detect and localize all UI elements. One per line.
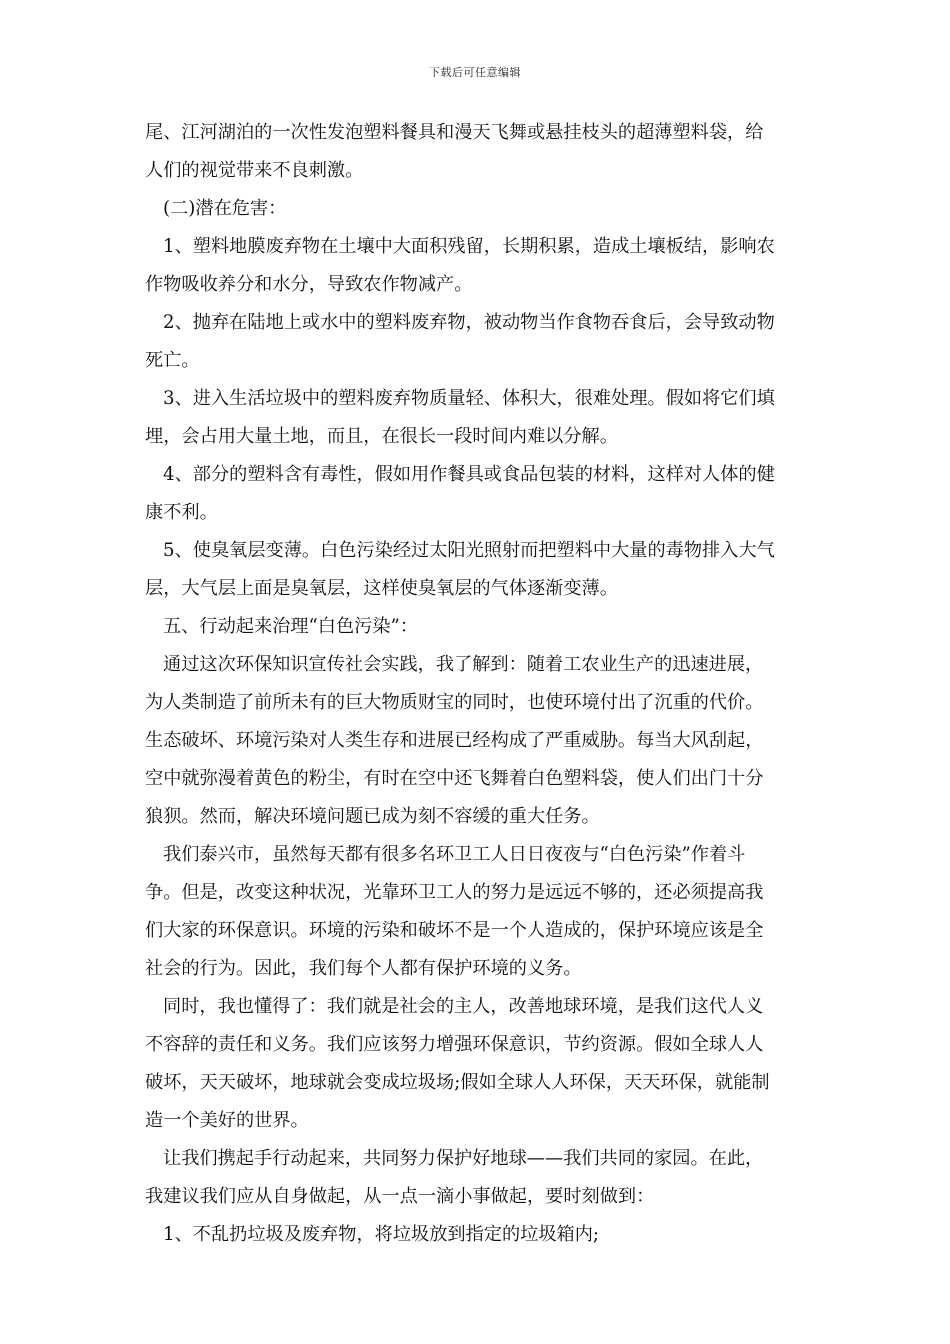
text-line: 3、进入生活垃圾中的塑料废弃物质量轻、体积大，很难处理。假如将它们填 — [163, 388, 775, 409]
text-line: 1、塑料地膜废弃物在土壤中大面积残留，长期积累，造成土壤板结，影响农 — [163, 236, 775, 257]
text-line: 空中就弥漫着黄色的粉尘，有时在空中还飞舞着白色塑料袋，使人们出门十分 — [145, 768, 764, 789]
section-heading: 五、行动起来治理“白色污染”： — [163, 616, 419, 637]
text-line: 层，大气层上面是臭氧层，这样使臭氧层的气体逐渐变薄。 — [145, 578, 618, 599]
text-line: 通过这次环保知识宣传社会实践，我了解到：随着工农业生产的迅速进展， — [163, 654, 764, 675]
text-line: 1、不乱扔垃圾及废弃物，将垃圾放到指定的垃圾箱内; — [163, 1224, 600, 1245]
text-line: 作物吸收养分和水分，导致农作物减产。 — [145, 274, 473, 295]
text-line: 让我们携起手行动起来，共同努力保护好地球——我们共同的家园。在此， — [163, 1148, 764, 1169]
text-line: 5、使臭氧层变薄。白色污染经过太阳光照射而把塑料中大量的毒物排入大气 — [163, 540, 775, 561]
text-line: 破坏，天天破坏，地球就会变成垃圾场;假如全球人人环保，天天环保，就能制 — [145, 1072, 770, 1093]
page-header: 下载后可任意编辑 — [429, 66, 521, 79]
text-line: 争。但是，改变这种状况，光靠环卫工人的努力是远远不够的，还必须提高我 — [145, 882, 764, 903]
text-line: 4、部分的塑料含有毒性，假如用作餐具或食品包装的材料，这样对人体的健 — [163, 464, 775, 485]
text-line: 不容辞的责任和义务。我们应该努力增强环保意识，节约资源。假如全球人人 — [145, 1034, 764, 1055]
section-heading: (二)潜在危害： — [163, 198, 287, 219]
text-line: 埋，会占用大量土地，而且，在很长一段时间内难以分解。 — [145, 426, 618, 447]
text-line: 同时，我也懂得了：我们就是社会的主人，改善地球环境，是我们这代人义 — [163, 996, 764, 1017]
text-line: 人们的视觉带来不良刺激。 — [145, 160, 364, 181]
text-line: 2、抛弃在陆地上或水中的塑料废弃物，被动物当作食物吞食后，会导致动物 — [163, 312, 775, 333]
text-line: 为人类制造了前所未有的巨大物质财宝的同时，也使环境付出了沉重的代价。 — [145, 692, 764, 713]
text-line: 生态破坏、环境污染对人类生存和进展已经构成了严重威胁。每当大风刮起， — [145, 730, 764, 751]
text-line: 死亡。 — [145, 350, 200, 371]
text-line: 社会的行为。因此，我们每个人都有保护环境的义务。 — [145, 958, 582, 979]
text-line: 康不利。 — [145, 502, 218, 523]
text-line: 我建议我们应从自身做起，从一点一滴小事做起，要时刻做到： — [145, 1186, 655, 1207]
text-line: 狼狈。然而，解决环境问题已成为刻不容缓的重大任务。 — [145, 806, 600, 827]
text-line: 造一个美好的世界。 — [145, 1110, 309, 1131]
text-line: 尾、江河湖泊的一次性发泡塑料餐具和漫天飞舞或悬挂枝头的超薄塑料袋，给 — [145, 122, 764, 143]
text-line: 们大家的环保意识。环境的污染和破坏不是一个人造成的，保护环境应该是全 — [145, 920, 764, 941]
text-line: 我们泰兴市，虽然每天都有很多名环卫工人日日夜夜与“白色污染”作着斗 — [163, 844, 746, 865]
